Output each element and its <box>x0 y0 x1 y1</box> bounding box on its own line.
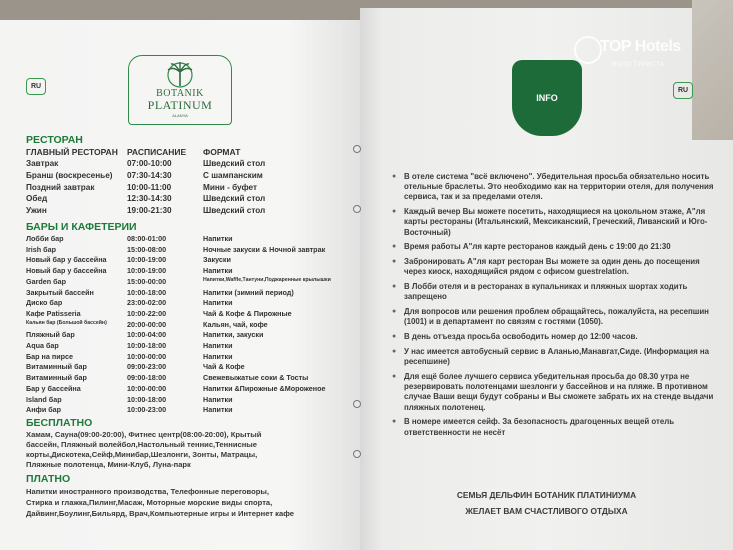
language-badge: RU <box>26 78 46 95</box>
palm-tree-icon <box>163 60 197 90</box>
bar-cell: 10:00-18:00 <box>127 394 167 404</box>
bar-cell: Диско бар <box>26 298 63 308</box>
bar-cell: Напитки,Waffle,Тантуни,Поджаренные крылышки <box>203 276 331 283</box>
logo-text-alanya: ALANYA <box>172 113 188 118</box>
bar-cell: Закрытый бассейн <box>26 287 94 297</box>
bar-cell: Напитки <box>203 234 233 243</box>
bar-cell: Напитки <box>203 405 233 415</box>
bar-cell: 10:00-18:00 <box>127 341 167 350</box>
bar-cell: 09:00-18:00 <box>127 373 167 383</box>
info-bullet: ● Для вопросов или решения проблем обращайтесь, пожалуйста, на ресепшин (1001) и в департамент по связям с гостями (1050). <box>392 307 717 327</box>
bar-cell: Новый бар у бассейна <box>26 255 107 265</box>
restaurant-cell: Шведский стол <box>203 206 266 216</box>
language-badge: RU <box>673 82 693 99</box>
bar-cell: Напитки <box>203 351 233 361</box>
info-bullet: ● Для ещё более лучшего сервиса убедительная просьба до 08.30 утра не резервировать полотенцами шезлонги у бассейнов и на пляже. В противном случае Ваши вещи будут собраны и Вы сможете забрать их на стенде выдачи пляжных полотенец. <box>392 372 717 413</box>
info-bullet: ● У нас имеется автобусный сервис в Аланью,Манавгат,Сиде. (Информация на ресепшине) <box>392 347 717 367</box>
bar-cell: Чай & Кофе & Пирожные <box>203 308 292 318</box>
paid-line: Напитки иностранного производства, Телефонные переговоры, <box>26 487 269 496</box>
bar-cell: Новый бар у бассейна <box>26 266 107 276</box>
bar-cell: Кальян, чай, кофе <box>203 319 268 329</box>
bar-cell: Бар на пирсе <box>26 351 74 361</box>
watermark <box>570 32 700 80</box>
bar-cell: Закуски <box>203 255 231 265</box>
bar-cell: 08:00-01:00 <box>127 234 167 243</box>
restaurant-cell: Ужин <box>26 206 47 216</box>
bar-cell: Кальян бар (Большой бассейн) <box>26 319 107 326</box>
bar-cell: Irish бар <box>26 244 57 254</box>
bar-cell: Garden бар <box>26 276 66 286</box>
info-bullet: ● Каждый вечер Вы можете посетить, находящиеся на цокольном этаже, А"ля карты рестораны (Итальянский, Мексиканский, Греческий, Ливанский и Юго-Восточный) <box>392 207 717 238</box>
bar-cell: Ночные закуски & Ночной завтрак <box>203 244 326 254</box>
col-header-restaurant: ГЛАВНЫЙ РЕСТОРАН <box>26 147 118 157</box>
col-header-format: ФОРМАТ <box>203 147 241 157</box>
bar-cell: 10:00-18:00 <box>127 287 167 297</box>
bar-cell: 15:00-08:00 <box>127 244 167 254</box>
bar-cell: Напитки (зимний период) <box>203 287 294 297</box>
restaurant-cell: С шампанским <box>203 170 263 180</box>
restaurant-cell: 07:00-10:00 <box>127 159 172 168</box>
hotel-logo <box>128 55 232 125</box>
bar-cell: Свежевыжатые соки & Тосты <box>203 373 309 383</box>
bar-cell: 10:00-00:00 <box>127 351 167 361</box>
footer-line: ЖЕЛАЕТ ВАМ СЧАСТЛИВОГО ОТДЫХА <box>465 506 628 516</box>
info-bullet: ● В отеле система "всё включено". Убедительная просьба обязательно носить отельные браслеты. Это необходимо как на территории отеля, для получения сервиса, так и за пределами отеля. <box>392 172 717 203</box>
bar-cell: Анфи бар <box>26 405 62 415</box>
watermark-title: TOP Hotels <box>600 38 681 55</box>
bar-cell: Лобби бар <box>26 234 64 243</box>
bar-cell: 10:00-23:00 <box>127 405 167 415</box>
bar-cell: Напитки <box>203 298 233 308</box>
restaurant-cell: 07:30-14:30 <box>127 170 172 180</box>
binding-ring <box>353 450 361 458</box>
restaurant-cell: Бранш (воскресенье) <box>26 170 113 180</box>
bar-cell: 09:00-23:00 <box>127 362 167 372</box>
bar-cell: 10:00-00:00 <box>127 383 167 393</box>
binding-ring <box>353 205 361 213</box>
restaurant-cell: Шведский стол <box>203 194 266 204</box>
bar-cell: Пляжный бар <box>26 330 75 340</box>
bar-cell: Напитки <box>203 341 233 350</box>
free-line: Хамам, Сауна(09:00-20:00), Фитнес центр(08:00-20:00), Крытый <box>26 430 262 439</box>
bar-cell: 20:00-00:00 <box>127 319 167 329</box>
restaurant-cell: 10:00-11:00 <box>127 182 172 192</box>
free-line: бассейн, Пляжный волейбол,Настольный теннис,Теннисные <box>26 440 258 449</box>
bar-cell: Кафе Patisseria <box>26 308 81 318</box>
bar-cell: 23:00-02:00 <box>127 298 167 308</box>
logo-text-platinum: PLATINUM <box>147 98 213 112</box>
footer-line: СЕМЬЯ ДЕЛЬФИН БОТАНИК ПЛАТИНИУМА <box>456 490 637 500</box>
bar-cell: 10:00-04:00 <box>127 330 167 340</box>
restaurant-cell: Обед <box>26 194 48 204</box>
paid-line: Стирка и глажка,Пилинг,Масаж, Моторные морские виды спорта, <box>26 498 273 507</box>
restaurant-cell: Завтрак <box>26 159 59 168</box>
info-bullet: ● В Лобби отеля и в ресторанах в купальниках и пляжных шортах ходить запрещено <box>392 282 717 302</box>
bar-cell: Напитки, закуски <box>203 330 264 340</box>
section-title-paid: ПЛАТНО <box>26 473 71 485</box>
restaurant-cell: 19:00-21:30 <box>127 206 172 216</box>
free-line: Пляжные полотенца, Мини-Клуб, Луна-парк <box>26 460 191 469</box>
bar-cell: Aqua бар <box>26 341 59 350</box>
bar-cell: 10:00-19:00 <box>127 255 167 265</box>
watermark-subtitle: ФОТО ТУРИСТА <box>612 62 665 68</box>
bar-cell: Бар у бассейна <box>26 383 81 393</box>
bar-cell: Island бар <box>26 394 62 404</box>
logo-text-botanik: BOTANIK <box>156 88 204 99</box>
section-title-restaurant: РЕСТОРАН <box>26 134 83 146</box>
restaurant-cell: Поздний завтрак <box>26 182 95 192</box>
section-title-free: БЕСПЛАТНО <box>26 417 93 429</box>
bar-cell: Напитки <box>203 266 233 276</box>
bar-cell: Чай & Кофе <box>203 362 245 372</box>
col-header-schedule: РАСПИСАНИЕ <box>127 147 187 157</box>
binding-ring <box>353 145 361 153</box>
restaurant-cell: 12:30-14:30 <box>127 194 172 204</box>
bar-cell: Напитки <box>203 394 233 404</box>
info-badge: INFO <box>512 60 582 136</box>
bar-cell: Напитки &Пирожные &Мороженое <box>203 383 326 393</box>
bar-cell: Витаминный бар <box>26 362 87 372</box>
hotel-building-icon <box>574 36 602 64</box>
section-title-bars: БАРЫ И КАФЕТЕРИИ <box>26 221 137 233</box>
bar-cell: 15:00-00:00 <box>127 276 167 286</box>
info-list <box>392 172 717 442</box>
binding-ring <box>353 400 361 408</box>
restaurant-cell: Шведский стол <box>203 159 266 168</box>
bar-cell: 10:00-22:00 <box>127 308 167 318</box>
bar-cell: 10:00-19:00 <box>127 266 167 276</box>
bar-cell: Витаминный бар <box>26 373 87 383</box>
info-bullet: ● Забронировать А"ля карт ресторан Вы можете за один день до посещения через киоск, находящийся рядом с офисом guestrelation. <box>392 257 717 277</box>
restaurant-cell: Мини - буфет <box>203 182 258 192</box>
info-bullet: ● В номере имеется сейф. За безопасность драгоценных вещей отель ответственности не несёт <box>392 417 717 437</box>
info-bullet: ● Время работы А"ля карте ресторанов каждый день с 19:00 до 21:30 <box>392 242 717 252</box>
free-line: корты,Дискотека,Сейф,Минибар,Шезлонги, Зонты, Матрацы, <box>26 450 258 459</box>
paid-line: Дайвинг,Боулинг,Бильярд, Врач,Компьютерные игры и Интернет кафе <box>26 509 294 518</box>
info-bullet: ● В день отъезда просьба освободить номер до 12:00 часов. <box>392 332 717 342</box>
